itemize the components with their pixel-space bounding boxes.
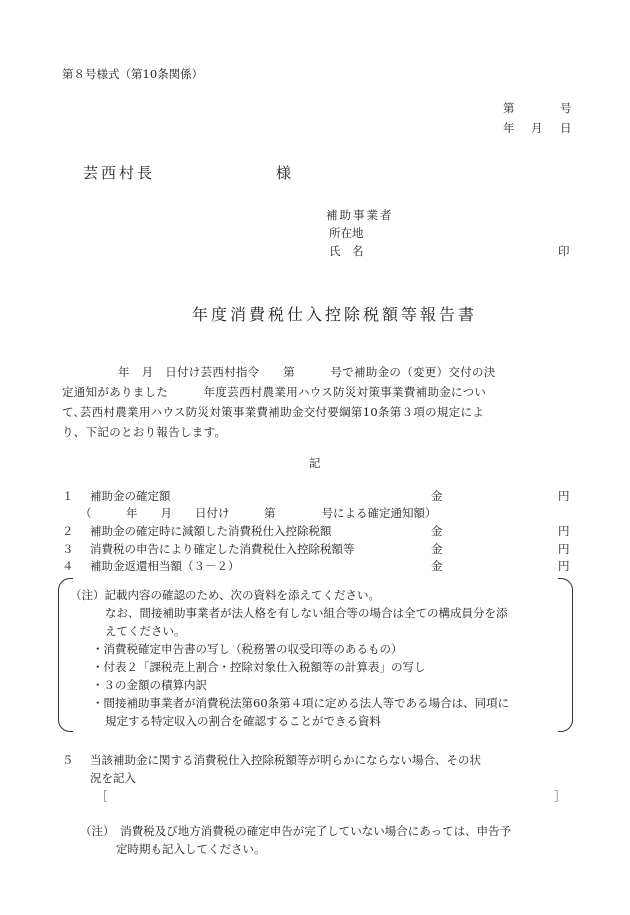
item-4-num: ４ <box>62 559 74 573</box>
item-4-yen: 円 <box>558 559 570 573</box>
addressee-honorific: 様 <box>276 164 295 182</box>
item-1-num: １ <box>62 489 74 503</box>
applicant-seal: 印 <box>558 244 570 258</box>
note-bullet-2: ・付表２「課税売上割合・控除対象仕入税額等の計算表」の写し <box>92 660 426 674</box>
body-line-1: 年 月 日付け芸西村指令 第 号で補助金の（変更）交付の決 <box>118 365 496 379</box>
applicant-address: 所在地 <box>329 226 364 240</box>
applicant-name: 氏 名 <box>329 244 364 258</box>
note-line-2: なお、間接補助事業者が法人格を有しない組合等の場合は全ての構成員分を添 <box>105 606 508 620</box>
applicant-business: 補助事業者 <box>326 208 394 222</box>
item-1-yen: 円 <box>558 489 570 503</box>
note-line-3: えてください。 <box>105 624 186 638</box>
item-5-bracket-close: ］ <box>554 789 566 803</box>
footnote-line-1: （注） 消費税及び地方消費税の確定申告が完了していない場合にあっては、申告予 <box>80 824 512 838</box>
footnote-line-2: 定時期も記入してください。 <box>116 842 266 856</box>
item-4-kin: 金 <box>431 559 443 573</box>
item-3-kin: 金 <box>431 542 443 556</box>
item-3-num: ３ <box>62 542 74 556</box>
note-bullet-5: 規定する特定収入の割合を確認することができる資料 <box>105 714 381 728</box>
item-2-yen: 円 <box>558 524 570 538</box>
page-title: 年度消費税仕入控除税額等報告書 <box>192 305 478 324</box>
note-bullet-1: ・消費税確定申告書の写し（税務署の収受印等のあるもの） <box>92 642 403 656</box>
item-3-yen: 円 <box>558 542 570 556</box>
item-2-label: 補助金の確定時に減額した消費税仕入控除税額 <box>90 524 332 538</box>
item-5-num: ５ <box>62 753 74 767</box>
item-1-sub: （ 年 月 日付け 第 号による確定通知額） <box>80 506 437 520</box>
note-line-1: （注）記載内容の確認のため、次の資料を添えてください。 <box>70 588 381 602</box>
item-2-num: ２ <box>62 524 74 538</box>
item-5-line-1: 当該補助金に関する消費税仕入控除税額等が明らかにならない場合、その状 <box>90 753 481 767</box>
number-go: 号 <box>560 101 572 115</box>
note-bracket-right <box>558 578 573 732</box>
item-4-label: 補助金返還相当額（３－２） <box>90 559 240 573</box>
date-year: 年 <box>503 121 515 135</box>
item-5-line-2: 況を記入 <box>90 771 136 785</box>
ki-heading: 記 <box>309 456 321 470</box>
item-1-label: 補助金の確定額 <box>90 489 171 503</box>
item-3-label: 消費税の申告により確定した消費税仕入控除税額等 <box>90 542 355 556</box>
body-line-4: り、下記のとおり報告します。 <box>62 425 227 439</box>
date-month: 月 <box>531 121 543 135</box>
number-dai: 第 <box>503 101 515 115</box>
item-2-kin: 金 <box>431 524 443 538</box>
date-day: 日 <box>560 121 572 135</box>
item-5-bracket-open: ［ <box>96 789 108 803</box>
note-bullet-3: ・３の金額の積算内訳 <box>92 678 207 692</box>
form-id: 第８号様式（第10条関係） <box>62 67 204 81</box>
body-line-2: 定通知がありました 年度芸西村農業用ハウス防災対策事業費補助金につい <box>62 385 487 399</box>
addressee-name: 芸西村長 <box>83 164 156 182</box>
item-1-kin: 金 <box>431 489 443 503</box>
body-line-3: て､芸西村農業用ハウス防災対策事業費補助金交付要綱第10条第３項の規定によ <box>62 405 485 419</box>
note-bullet-4: ・間接補助事業者が消費税法第60条第４項に定める法人等である場合は、同項に <box>92 696 510 710</box>
